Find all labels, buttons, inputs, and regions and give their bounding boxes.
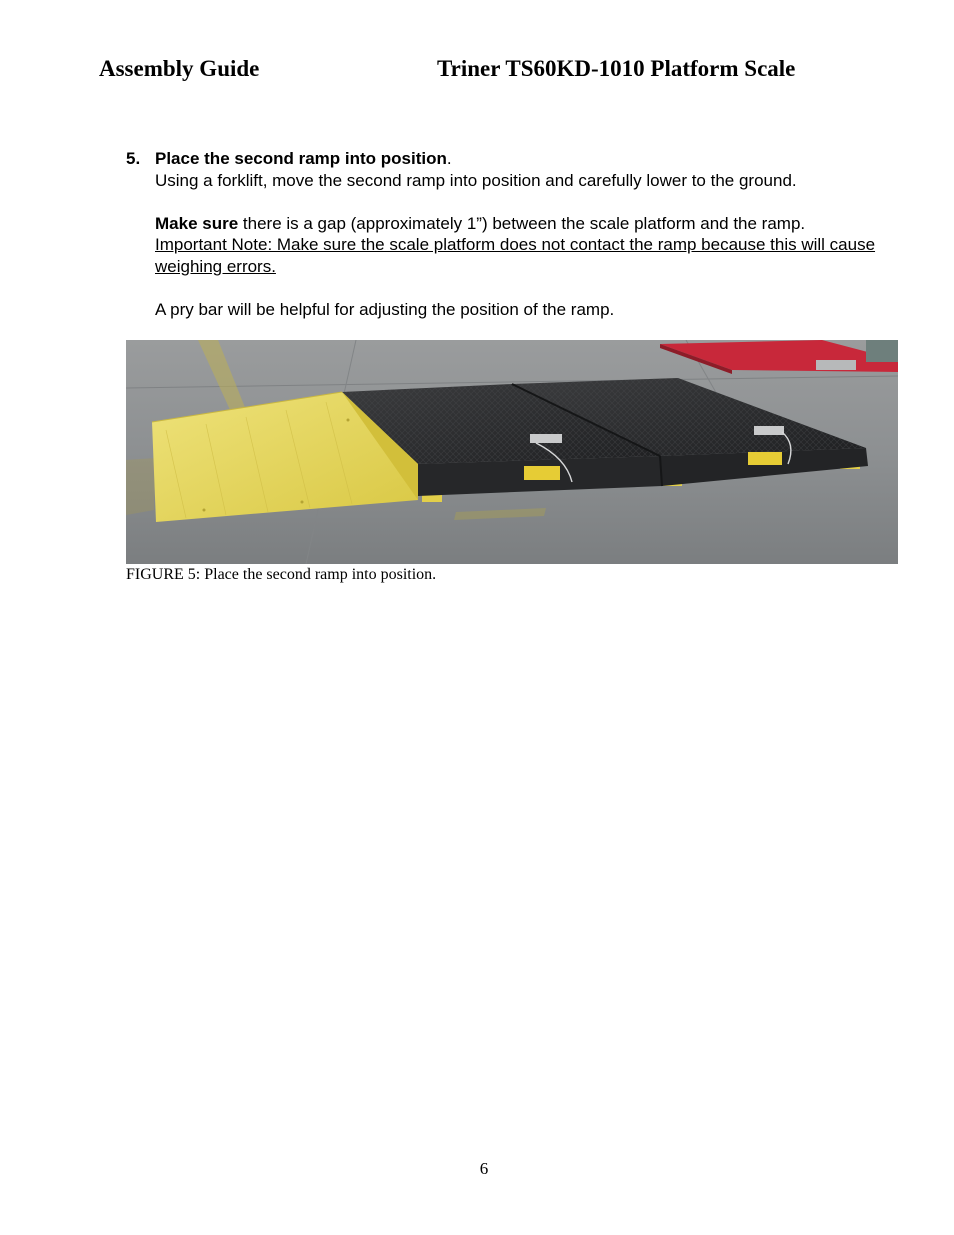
platform-label-right [748,452,782,465]
step-body [155,148,886,320]
make-sure-text: there is a gap (approximately 1”) between the scale platform and the ramp. [238,213,806,233]
make-sure-paragraph [155,213,886,235]
header-right-title: Triner TS60KD-1010 Platform Scale [437,56,796,81]
pry-bar-note: A pry bar will be helpful for adjusting the position of the ramp. [155,299,615,319]
scale-ramp-illustration [126,340,898,564]
step-heading: Place the second ramp into position [155,149,447,168]
step-heading-punct: . [446,149,452,168]
junction-box-right [754,426,784,435]
figure-caption: FIGURE 5: Place the second ramp into position. [126,566,437,583]
step-5 [126,148,886,320]
step-instruction: Using a forklift, move the second ramp into position and carefully lower to the ground. [155,170,797,190]
page-number: 6 [479,1159,489,1178]
step-heading-line [155,148,886,170]
important-note: Important Note: Make sure the scale platform does not contact the ramp because this will cause weighing errors. [155,235,876,276]
junction-box-left [530,434,562,443]
step-number: 5. [126,149,141,168]
figure-5-photo [126,340,898,564]
platform-label-left [524,466,560,480]
make-sure-label: Make sure [155,213,239,233]
header-left-title: Assembly Guide [99,56,260,81]
